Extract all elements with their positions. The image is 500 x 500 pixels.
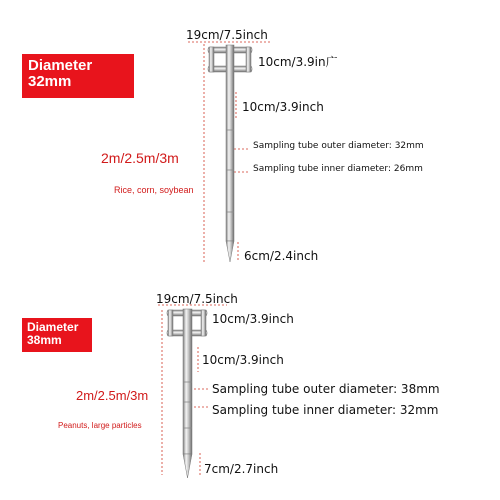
diameter-badge-38mm [22,318,92,352]
inner-diameter-label: Sampling tube inner diameter: 26mm [253,164,423,174]
badge-line-1: Diameter [27,320,79,334]
badge-line-1: Diameter [28,57,93,74]
sampler-probe-1 [188,42,272,262]
outer-diameter-label: Sampling tube outer diameter: 32mm [253,141,424,151]
top-width-label: 19cm/7.5inch [186,28,268,42]
top-width-label: 19cm/7.5inch [156,292,238,306]
handle-height-label: 10cm/3.9in广 [258,55,338,69]
section-length-label: 10cm/3.9inch [202,353,284,367]
handle-height-label: 10cm/3.9inch [212,312,294,326]
inner-diameter-label: Sampling tube inner diameter: 32mm [212,403,439,417]
section-length-label: 10cm/3.9inch [242,100,324,114]
badge-line-2: 38mm [27,332,62,347]
diameter-badge-32mm [22,54,134,98]
use-case-label: Peanuts, large particles [58,421,142,430]
tip-length-label: 7cm/2.7inch [204,462,279,476]
length-options-label: 2m/2.5m/3m [101,150,179,166]
badge-line-2: 32mm [28,72,72,90]
tip-length-label: 6cm/2.4inch [244,249,319,263]
length-options-label: 2m/2.5m/3m [76,388,149,403]
outer-diameter-label: Sampling tube outer diameter: 38mm [212,382,440,396]
use-case-label: Rice, corn, soybean [114,185,194,195]
